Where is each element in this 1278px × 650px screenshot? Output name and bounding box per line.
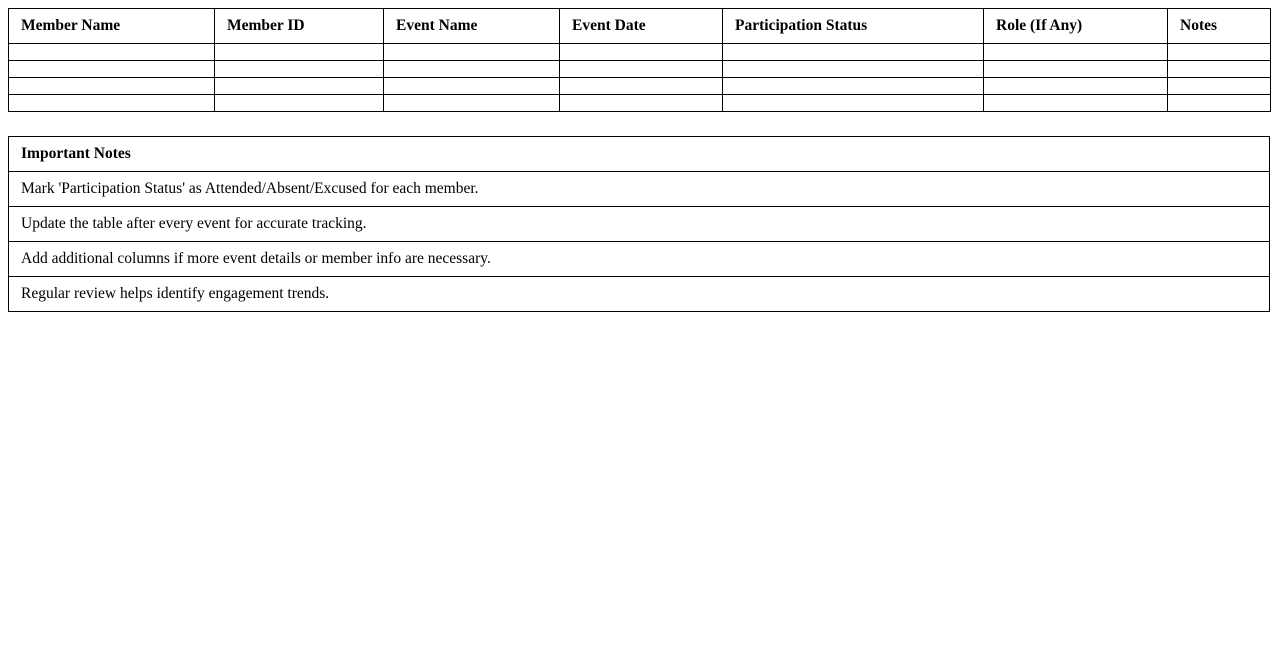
table-cell <box>384 44 560 61</box>
notes-header-row <box>9 137 1270 172</box>
participation-table <box>8 8 1271 112</box>
column-header-event-date: Event Date <box>560 9 723 44</box>
table-cell <box>384 61 560 78</box>
table-cell <box>215 61 384 78</box>
table-cell <box>1168 95 1271 112</box>
table-cell <box>984 61 1168 78</box>
list-item <box>9 207 1270 242</box>
table-cell <box>1168 61 1271 78</box>
table-cell <box>560 78 723 95</box>
table-cell <box>9 78 215 95</box>
table-cell <box>215 95 384 112</box>
column-header-participation-status: Participation Status <box>723 9 984 44</box>
table-cell <box>723 95 984 112</box>
table-cell <box>1168 78 1271 95</box>
table-cell <box>384 78 560 95</box>
table-cell <box>9 44 215 61</box>
note-text: Update the table after every event for accurate tracking. <box>9 207 1270 242</box>
table-cell <box>384 95 560 112</box>
table-row <box>9 61 1271 78</box>
important-notes-table <box>8 136 1270 312</box>
table-cell <box>9 61 215 78</box>
table-cell <box>215 78 384 95</box>
list-item <box>9 277 1270 312</box>
list-item <box>9 172 1270 207</box>
column-header-member-name: Member Name <box>9 9 215 44</box>
column-header-event-name: Event Name <box>384 9 560 44</box>
notes-title: Important Notes <box>9 137 1270 172</box>
column-header-notes: Notes <box>1168 9 1271 44</box>
table-cell <box>984 44 1168 61</box>
table-cell <box>9 95 215 112</box>
table-cell <box>723 61 984 78</box>
table-cell <box>560 61 723 78</box>
table-cell <box>984 95 1168 112</box>
table-row <box>9 44 1271 61</box>
table-cell <box>1168 44 1271 61</box>
list-item <box>9 242 1270 277</box>
table-cell <box>984 78 1168 95</box>
table-cell <box>723 44 984 61</box>
note-text: Mark 'Participation Status' as Attended/Absent/Excused for each member. <box>9 172 1270 207</box>
table-cell <box>215 44 384 61</box>
column-header-member-id: Member ID <box>215 9 384 44</box>
table-row <box>9 78 1271 95</box>
table-cell <box>560 44 723 61</box>
table-cell <box>723 78 984 95</box>
table-cell <box>560 95 723 112</box>
column-header-role: Role (If Any) <box>984 9 1168 44</box>
note-text: Regular review helps identify engagement trends. <box>9 277 1270 312</box>
table-row <box>9 95 1271 112</box>
table-header-row <box>9 9 1271 44</box>
note-text: Add additional columns if more event details or member info are necessary. <box>9 242 1270 277</box>
